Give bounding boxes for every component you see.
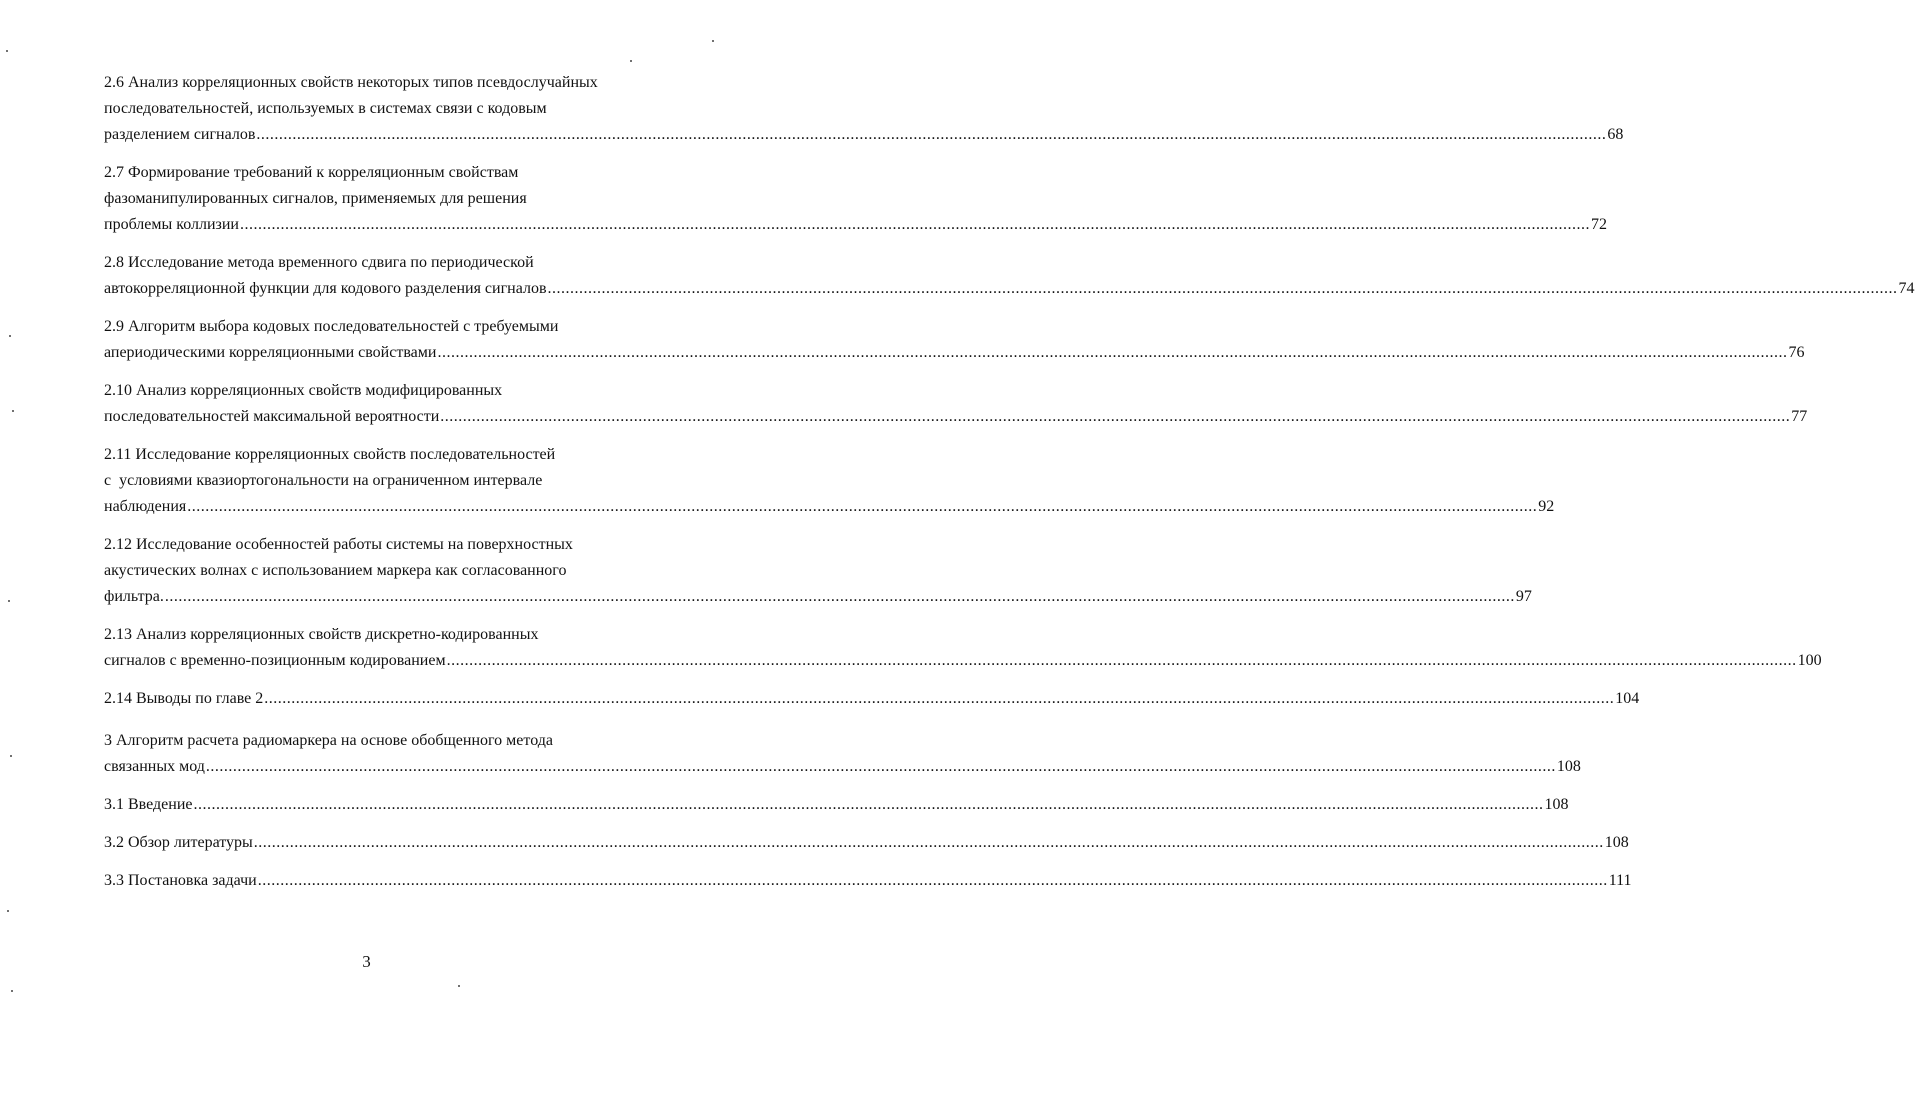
toc-entry-title: 3.1 Введение: [104, 796, 193, 813]
toc-page-number: 100: [1797, 652, 1822, 669]
toc-entry-line: 2.11 Исследование корреляционных свойств последовательностей: [104, 446, 556, 463]
toc-entry-title: 2.14 Выводы по главе 2: [104, 690, 264, 707]
toc-entry-title: наблюдения: [104, 498, 187, 515]
dot-leader: ............................................................................................................................................................................................................................................................................................................: [437, 344, 1788, 361]
toc-page-number: 108: [1544, 796, 1569, 813]
toc-entry: [104, 160, 1607, 238]
scan-speck: [12, 410, 14, 412]
dot-leader: ............................................................................................................................................................................................................................................................................................................: [257, 872, 1608, 889]
toc-page-number: 104: [1615, 690, 1640, 707]
scan-speck: [712, 40, 714, 42]
toc-entry-line: 2.8 Исследование метода временного сдвига по периодической: [104, 254, 534, 271]
toc-entry-line: 2.10 Анализ корреляционных свойств модифицированных: [104, 382, 503, 399]
page-number: 3: [362, 952, 371, 971]
scan-speck: [11, 990, 13, 992]
dot-leader: ............................................................................................................................................................................................................................................................................................................: [193, 796, 1544, 813]
toc-entry-line: акустических волнах с использованием маркера как согласованного: [104, 562, 567, 579]
toc-entry-title: апериодическими корреляционными свойствами: [104, 344, 437, 361]
toc-entry-title: 3.2 Обзор литературы: [104, 834, 253, 851]
scan-speck: [9, 335, 11, 337]
scan-speck: [7, 910, 9, 912]
toc-entry: [104, 314, 1805, 366]
toc-entry: [104, 250, 1915, 302]
dot-leader: ............................................................................................................................................................................................................................................................................................................: [440, 408, 1791, 425]
scan-speck: [10, 755, 12, 757]
dot-leader: ............................................................................................................................................................................................................................................................................................................: [205, 758, 1556, 775]
toc-page-number: 108: [1556, 758, 1581, 775]
toc-entry-line: 2.7 Формирование требований к корреляционным свойствам: [104, 164, 519, 181]
toc-entry: [104, 532, 1532, 610]
toc-entry-title: разделением сигналов: [104, 126, 256, 143]
dot-leader: ............................................................................................................................................................................................................................................................................................................: [446, 652, 1797, 669]
dot-leader: ............................................................................................................................................................................................................................................................................................................: [264, 690, 1615, 707]
toc-entry: [104, 830, 1629, 856]
toc-entry-title: автокорреляционной функции для кодового разделения сигналов: [104, 280, 547, 297]
dot-leader: ............................................................................................................................................................................................................................................................................................................: [256, 126, 1607, 143]
toc-page-number: 92: [1538, 498, 1555, 515]
table-of-contents: [104, 70, 1915, 906]
dot-leader: ............................................................................................................................................................................................................................................................................................................: [253, 834, 1604, 851]
toc-entry: [104, 442, 1555, 520]
toc-entry: [104, 70, 1624, 148]
toc-entry-line: 2.12 Исследование особенностей работы системы на поверхностных: [104, 536, 573, 553]
toc-entry-line: 2.13 Анализ корреляционных свойств дискретно-кодированных: [104, 626, 539, 643]
toc-page-number: 74: [1898, 280, 1915, 297]
dot-leader: ............................................................................................................................................................................................................................................................................................................: [547, 280, 1898, 297]
toc-entry-line: 2.6 Анализ корреляционных свойств некоторых типов псевдослучайных: [104, 74, 598, 91]
toc-entry-title: проблемы коллизии: [104, 216, 239, 233]
toc-page-number: 76: [1788, 344, 1805, 361]
toc-entry: [104, 792, 1569, 818]
toc-page-number: 111: [1608, 872, 1632, 889]
scan-speck: [630, 60, 632, 62]
scan-speck: [458, 985, 460, 987]
toc-page-number: 77: [1791, 408, 1808, 425]
dot-leader: ............................................................................................................................................................................................................................................................................................................: [240, 216, 1590, 233]
dot-leader: ............................................................................................................................................................................................................................................................................................................: [187, 498, 1538, 515]
toc-entry: [104, 686, 1640, 712]
toc-entry-title: сигналов с временно-позиционным кодированием: [104, 652, 446, 669]
toc-page-number: 108: [1604, 834, 1629, 851]
toc-entry: [104, 868, 1632, 894]
toc-entry-title: последовательностей максимальной вероятности: [104, 408, 440, 425]
toc-entry: [104, 728, 1581, 780]
toc-page-number: 97: [1515, 588, 1532, 605]
toc-entry-line: 2.9 Алгоритм выбора кодовых последовательностей с требуемыми: [104, 318, 559, 335]
toc-entry-title: связанных мод: [104, 758, 205, 775]
toc-entry-title: фильтра.: [104, 588, 164, 605]
toc-page-number: 68: [1607, 126, 1624, 143]
toc-entry-line: фазоманипулированных сигналов, применяемых для решения: [104, 190, 527, 207]
toc-entry-line: последовательностей, используемых в системах связи с кодовым: [104, 100, 547, 117]
toc-entry: [104, 622, 1822, 674]
scan-speck: [8, 600, 10, 602]
dot-leader: ............................................................................................................................................................................................................................................................................................................: [164, 588, 1515, 605]
toc-entry: [104, 378, 1808, 430]
toc-entry-title: 3.3 Постановка задачи: [104, 872, 257, 889]
toc-page-number: 72: [1591, 216, 1607, 233]
toc-entry-line: 3 Алгоритм расчета радиомаркера на основе обобщенного метода: [104, 732, 553, 749]
scan-speck: [6, 50, 8, 52]
toc-entry-line: с условиями квазиортогональности на ограниченном интервале: [104, 472, 543, 489]
